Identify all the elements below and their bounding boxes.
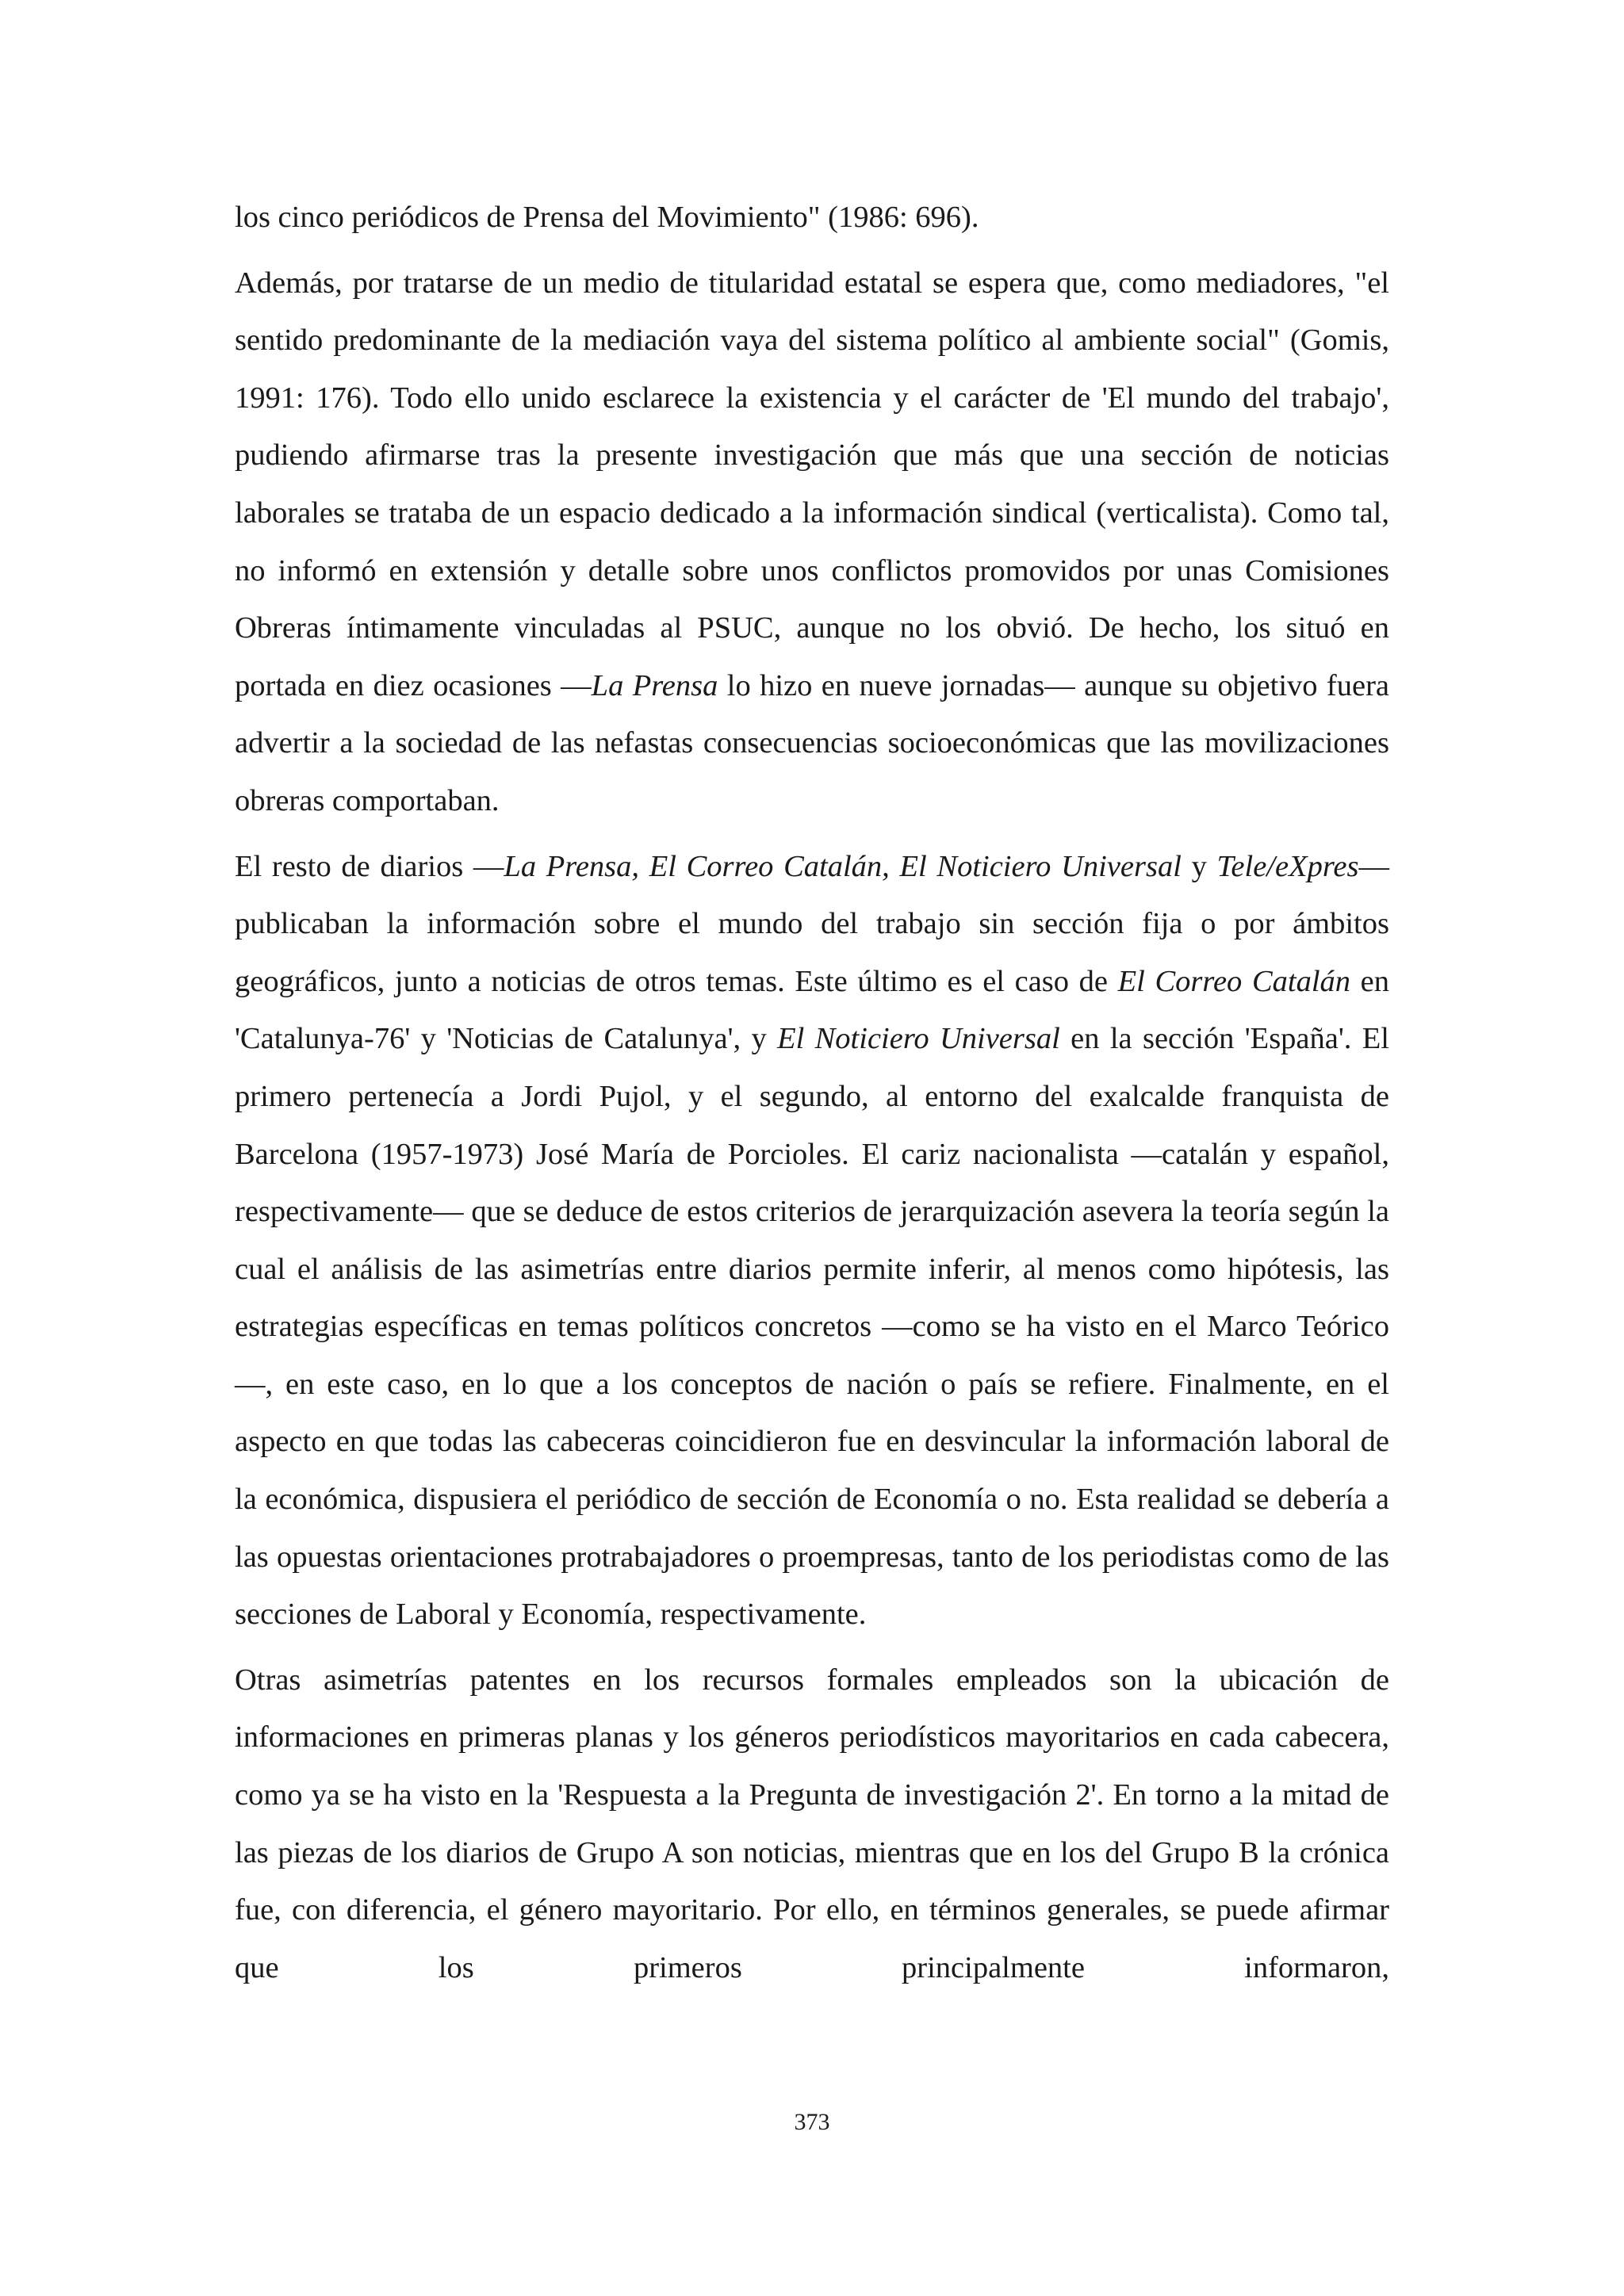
paragraph-2-segment-3: Tele/eXpres [1216, 849, 1359, 883]
paragraph-2-segment-2: y [1181, 849, 1217, 883]
page-number: 373 [794, 2109, 830, 2135]
paragraph-2-segment-5: El Correo Catalán [1117, 964, 1351, 998]
paragraph-0-segment-0: los cinco periódicos de Prensa del Movimiento" (1986: 696). [235, 201, 979, 234]
paragraph-2-segment-7: El Noticiero Universal [777, 1022, 1060, 1056]
paragraph-1 [235, 254, 1389, 830]
paragraph-2-segment-6: en 'Catalunya-76' y 'Noticias de Catalunya', y [235, 964, 1390, 1056]
paragraph-2-segment-1: La Prensa, El Correo Catalán, El Noticiero Universal [504, 849, 1182, 883]
paragraph-1-segment-0: Además, por tratarse de un medio de titularidad estatal se espera que, como mediadores, "el sentido predominante de la mediación vaya del sistema político al ambiente social" (Gomis, 1991: 176). Todo ello unido esclarece la existencia y el carácter de 'El mundo del trabajo', pudiendo afirmarse tras la presente investigación que más que una sección de noticias laborales se trataba de un espacio dedicado a la información sindical (verticalista). Como tal, no informó en extensión y detalle sobre unos conflictos promovidos por unas Comisiones Obreras íntimamente vinculadas al PSUC, aunque no los obvió. De hecho, los situó en portada en diez ocasiones — [235, 266, 1389, 702]
paragraph-3 [235, 1651, 1389, 1997]
paragraph-3-segment-0: Otras asimetrías patentes en los recursos formales empleados son la ubicación de informaciones en primeras planas y los géneros periodísticos mayoritarios en cada cabecera, como ya se ha visto en la 'Respuesta a la Pregunta de investigación 2'. En torno a la mitad de las piezas de los diarios de Grupo A son noticias, mientras que en los del Grupo B la crónica fue, con diferencia, el género mayoritario. Por ello, en términos generales, se puede afirmar que los primeros principalmente informaron, [235, 1663, 1389, 1984]
paragraph-1-segment-1: La Prensa [591, 668, 718, 702]
paragraph-2 [235, 838, 1389, 1644]
paragraph-2-segment-4: — publicaban la información sobre el mundo del trabajo sin sección fija o por ámbitos geográficos, junto a noticias de otros temas. Este último es el caso de [235, 849, 1389, 998]
paragraph-2-segment-8: en la sección 'España'. El primero pertenecía a Jordi Pujol, y el segundo, al entorno del exalcalde franquista de Barcelona (1957-1973) José María de Porcioles. El cariz nacionalista —catalán y español, respectivamente— que se deduce de estos criterios de jerarquización asevera la teoría según la cual el análisis de las asimetrías entre diarios permite inferir, al menos como hipótesis, las estrategias específicas en temas políticos concretos —como se ha visto en el Marco Teórico—, en este caso, en lo que a los conceptos de nación o país se refiere. Finalmente, en el aspecto en que todas las cabeceras coincidieron fue en desvincular la información laboral de la económica, dispusiera el periódico de sección de Economía o no. Esta realidad se debería a las opuestas orientaciones protrabajadores o proempresas, tanto de los periodistas como de las secciones de Laboral y Economía, respectivamente. [235, 1022, 1389, 1632]
paragraph-1-segment-2: lo hizo en nueve jornadas— aunque su objetivo fuera advertir a la sociedad de las nefastas consecuencias socioeconómicas que las movilizaciones obreras comportaban. [235, 668, 1389, 817]
document-body [235, 189, 1389, 2004]
paragraph-0 [235, 189, 1389, 247]
paragraph-2-segment-0: El resto de diarios — [235, 849, 504, 883]
